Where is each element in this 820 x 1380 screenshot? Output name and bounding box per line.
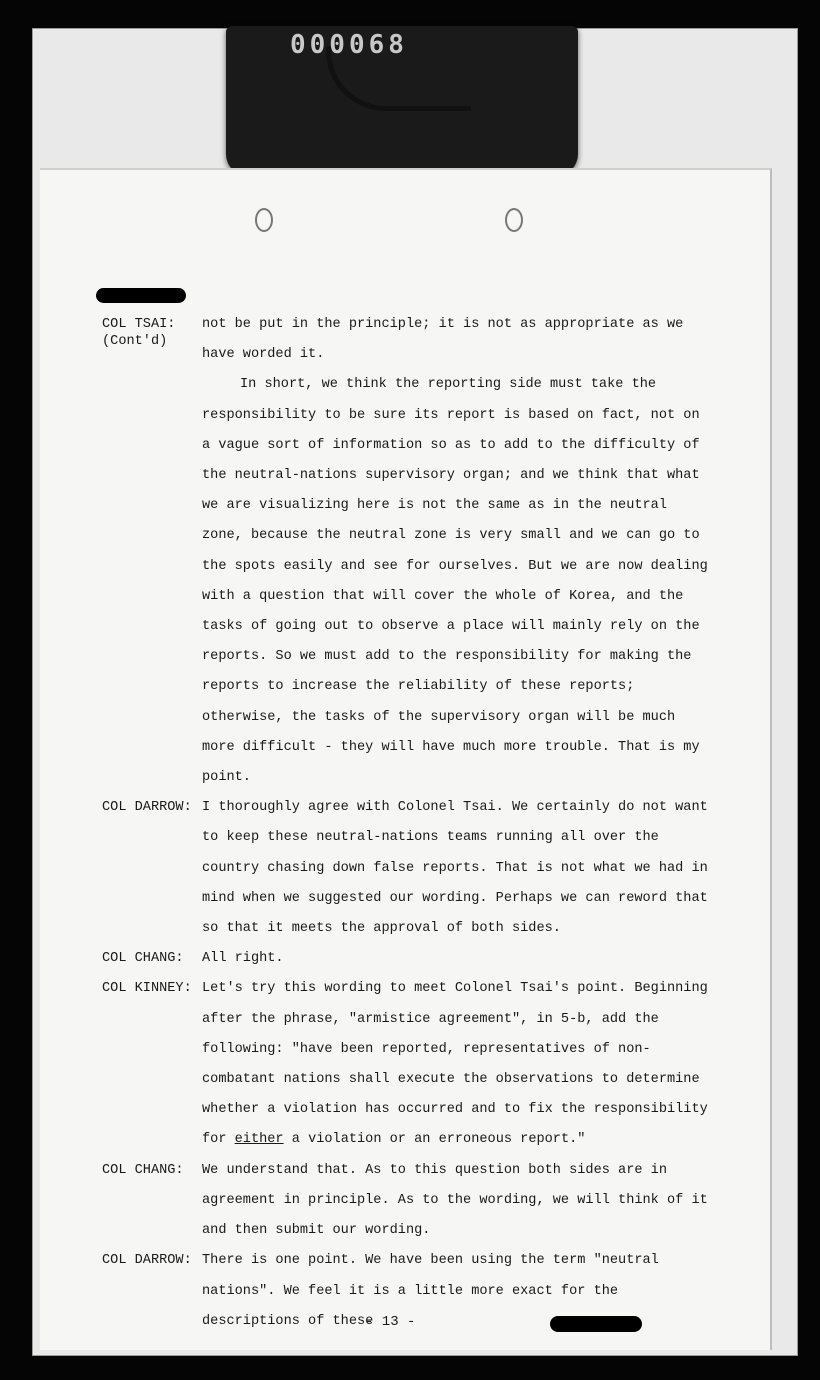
speaker-label: COL KINNEY: xyxy=(102,981,192,997)
speaker-label: COL DARROW: xyxy=(102,1253,192,1269)
paragraph: There is one point. We have been using the term "neutral nations". We feel it is a little more exact for the descriptions of these xyxy=(202,1253,659,1329)
stamp-number: 000068 xyxy=(290,30,408,60)
text-segment: a violation or an erroneous report." xyxy=(283,1132,586,1148)
redaction-bar-top xyxy=(96,288,186,303)
paragraph: In short, we think the reporting side must take the responsibility to be sure its report is based on fact, not on a vague sort of information so as to add to the difficulty of the neutral-nations supervisory organ; and we think that what we are visualizing here is not the same as in the neutral zone, because the neutral zone is very small and we can go to the spots easily and see for ourselves. But we are now dealing with a question that will cover the whole of Korea, and the tasks of going out to observe a place will mainly rely on the reports. So we must add to the responsibility for making the reports to increase the reliability of these reports; otherwise, the tasks of the supervisory organ will be much more difficult - they will have much more trouble. That is my point. xyxy=(202,377,708,786)
text-segment: Let's try this wording to meet Colonel Tsai's point. Beginning after the phrase, "armistice agreement", in 5-b, add the following: "have been reported, representatives of non-combatant nations shall execute the observations to determine whether a violation has occurred and to fix the responsibility for xyxy=(202,981,708,1148)
speaker-text xyxy=(202,1156,712,1247)
transcript xyxy=(40,310,770,1337)
speaker-text xyxy=(202,944,712,974)
page-number: - 13 - xyxy=(365,1314,416,1330)
punch-hole-left xyxy=(255,208,273,232)
paragraph: All right. xyxy=(202,951,284,967)
speaker-label: COL DARROW: xyxy=(102,800,192,816)
speaker-label: COL CHANG: xyxy=(102,1162,184,1178)
speaker-text xyxy=(202,310,712,793)
paragraph: I thoroughly agree with Colonel Tsai. We certainly do not want to keep these neutral-nations teams running all over the country chasing down false reports. That is not what we had in mind when we suggested our wording. Perhaps we can reword that so that it meets the approval of both sides. xyxy=(202,800,708,937)
transcript-entry xyxy=(40,793,770,944)
speaker-label: COL TSAI: (Cont'd) xyxy=(102,317,176,349)
punch-hole-right xyxy=(505,208,523,232)
redaction-bar-bottom xyxy=(550,1316,642,1332)
speaker-text xyxy=(202,793,712,944)
transcript-entry xyxy=(40,310,770,793)
transcript-entry xyxy=(40,1156,770,1247)
paragraph xyxy=(202,974,712,1155)
paragraph: We understand that. As to this question both sides are in agreement in principle. As to the wording, we will think of it and then submit our wording. xyxy=(202,1162,708,1239)
speaker-label: COL CHANG: xyxy=(102,951,184,967)
transcript-entry xyxy=(40,944,770,974)
speaker-text xyxy=(202,974,712,1155)
underlined-word: either xyxy=(234,1132,284,1148)
transcript-entry xyxy=(40,974,770,1155)
document-page xyxy=(40,168,772,1350)
paragraph: not be put in the principle; it is not as appropriate as we have worded it. xyxy=(202,317,684,363)
